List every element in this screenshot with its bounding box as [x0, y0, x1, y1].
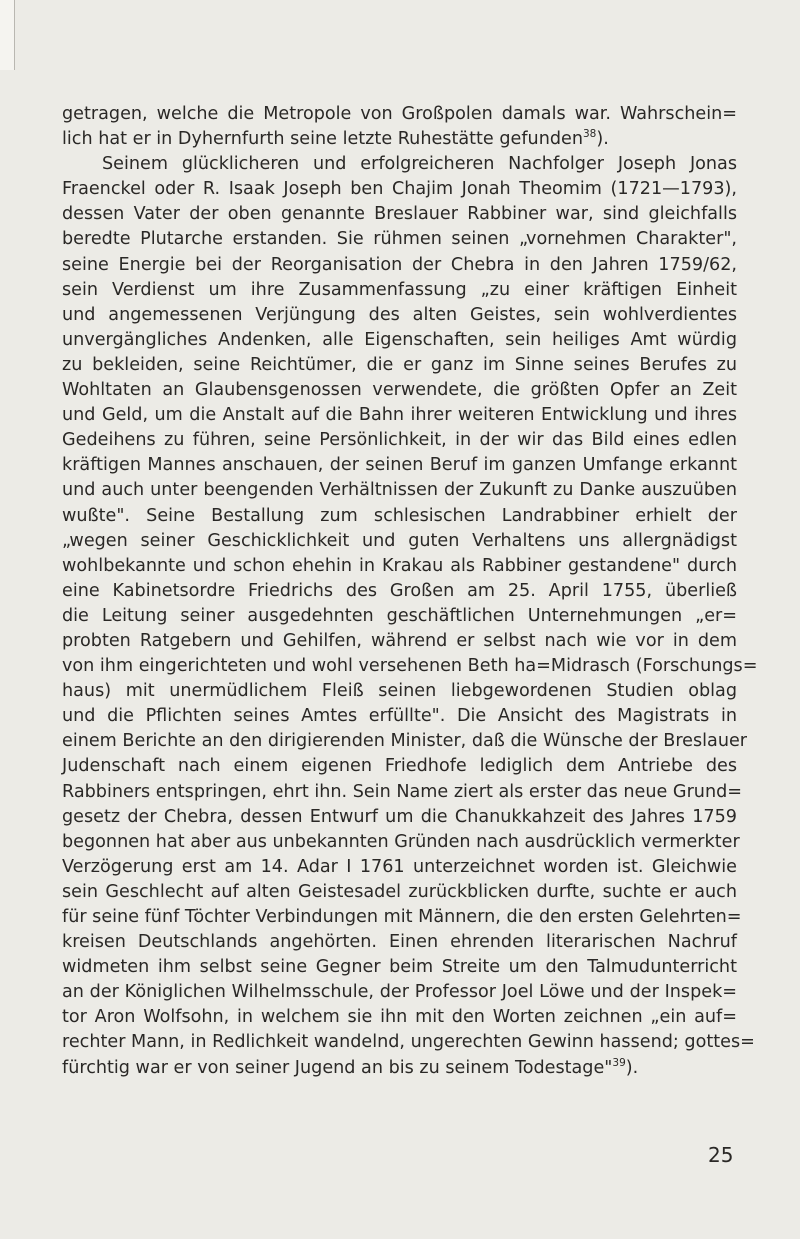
text-line: wußte". Seine Bestallung zum schlesischen Landrabbiner erhielt der: [62, 505, 737, 526]
text-line: und angemessenen Verjüngung des alten Geistes, sein wohlverdientes: [62, 304, 737, 325]
text-line: „wegen seiner Geschicklichkeit und guten Verhaltens uns allergnädigst: [62, 530, 737, 551]
text-line: begonnen hat aber aus unbekannten Gründen nach ausdrücklich vermerkter: [62, 831, 740, 852]
text-line: von ihm eingerichteten und wohl versehenen Beth ha=Midrasch (Forschungs=: [62, 656, 758, 677]
text-line: sein Geschlecht auf alten Geistesadel zurückblicken durfte, suchte er auch: [62, 881, 737, 902]
text-line: kräftigen Mannes anschauen, der seinen Beruf im ganzen Umfange erkannt: [62, 455, 737, 476]
footnote-ref: 39: [612, 1056, 626, 1069]
text-line: rechter Mann, in Redlichkeit wandelnd, ungerechten Gewinn hassend; gottes=: [62, 1032, 755, 1053]
text-line: und die Pflichten seines Amtes erfüllte". Die Ansicht des Magistrats in: [62, 706, 737, 727]
text-line: haus) mit unermüdlichem Fleiß seinen liebgewordenen Studien oblag: [62, 681, 737, 702]
page-edge: [0, 0, 15, 70]
text-line: tor Aron Wolfsohn, in welchem sie ihn mit den Worten zeichnen „ein auf=: [62, 1007, 737, 1028]
footnote-ref: 38: [582, 128, 597, 141]
text-line: Judenschaft nach einem eigenen Friedhofe lediglich dem Antriebe des: [62, 756, 737, 777]
text-line-tail: ).: [596, 129, 609, 150]
text-line: gesetz der Chebra, dessen Entwurf um die Chanukkahzeit des Jahres 1759: [62, 806, 737, 827]
text-line: [62, 127, 737, 152]
text-line: getragen, welche die Metropole von Großpolen damals war. Wahrschein=: [62, 104, 737, 124]
text-line: eine Kabinetsordre Friedrichs des Großen am 25. April 1755, überließ: [62, 580, 737, 601]
text-line: wohlbekannte und schon ehehin in Krakau als Rabbiner gestandene" durch: [62, 555, 737, 576]
paragraph-start-line: Seinem glücklicheren und erfolgreicheren Nachfolger Joseph Jonas: [102, 154, 737, 175]
text-line: und Geld, um die Anstalt auf die Bahn ihrer weiteren Entwicklung und ihres: [62, 405, 737, 426]
text-line: Wohltaten an Glaubensgenossen verwendete, die größten Opfer an Zeit: [62, 380, 737, 401]
text-line: Verzögerung erst am 14. Adar I 1761 unterzeichnet worden ist. Gleichwie: [62, 856, 737, 877]
text-line: einem Berichte an den dirigierenden Minister, daß die Wünsche der Breslauer: [62, 731, 748, 752]
text-line: beredte Plutarche erstanden. Sie rühmen seinen „vornehmen Charakter",: [62, 229, 737, 250]
page-number: 25: [708, 1143, 734, 1167]
text-line-tail: ).: [625, 1057, 639, 1078]
text-line: Gedeihens zu führen, seine Persönlichkeit, in der wir das Bild eines edlen: [62, 430, 737, 451]
text-line: probten Ratgebern und Gehilfen, während er selbst nach wie vor in dem: [62, 630, 737, 651]
text-line: [62, 1056, 737, 1081]
text-line: Rabbiners entspringen, ehrt ihn. Sein Name ziert als erster das neue Grund=: [62, 781, 743, 802]
text-line: seine Energie bei der Reorganisation der Chebra in den Jahren 1759/62,: [62, 254, 737, 275]
text-line: sein Verdienst um ihre Zusammenfassung „zu einer kräftigen Einheit: [62, 279, 737, 300]
text-line: unvergängliches Andenken, alle Eigenschaften, sein heiliges Amt würdig: [62, 329, 737, 350]
text-line: widmeten ihm selbst seine Gegner beim Streite um den Talmudunterricht: [62, 957, 737, 978]
text-line: für seine fünf Töchter Verbindungen mit Männern, die den ersten Gelehrten=: [62, 907, 742, 927]
text-line-content: lich hat er in Dyhernfurth seine letzte Ruhestätte gefunden: [62, 129, 583, 150]
text-line: und auch unter beengenden Verhältnissen der Zukunft zu Danke auszuüben: [62, 480, 737, 501]
body-text: [62, 102, 758, 1081]
text-line: dessen Vater der oben genannte Breslauer Rabbiner war, sind gleichfalls: [62, 204, 737, 225]
text-line: an der Königlichen Wilhelmsschule, der Professor Joel Löwe und der Inspek=: [62, 982, 737, 1003]
text-line: zu bekleiden, seine Reichtümer, die er ganz im Sinne seines Berufes zu: [62, 354, 737, 375]
text-line-content: fürchtig war er von seiner Jugend an bis zu seinem Todestage": [62, 1057, 613, 1078]
text-line: die Leitung seiner ausgedehnten geschäftlichen Unternehmungen „er=: [62, 605, 737, 626]
text-line: Fraenckel oder R. Isaak Joseph ben Chajim Jonah Theomim (1721—1793),: [62, 179, 737, 200]
text-line: kreisen Deutschlands angehörten. Einen ehrenden literarischen Nachruf: [62, 932, 737, 953]
